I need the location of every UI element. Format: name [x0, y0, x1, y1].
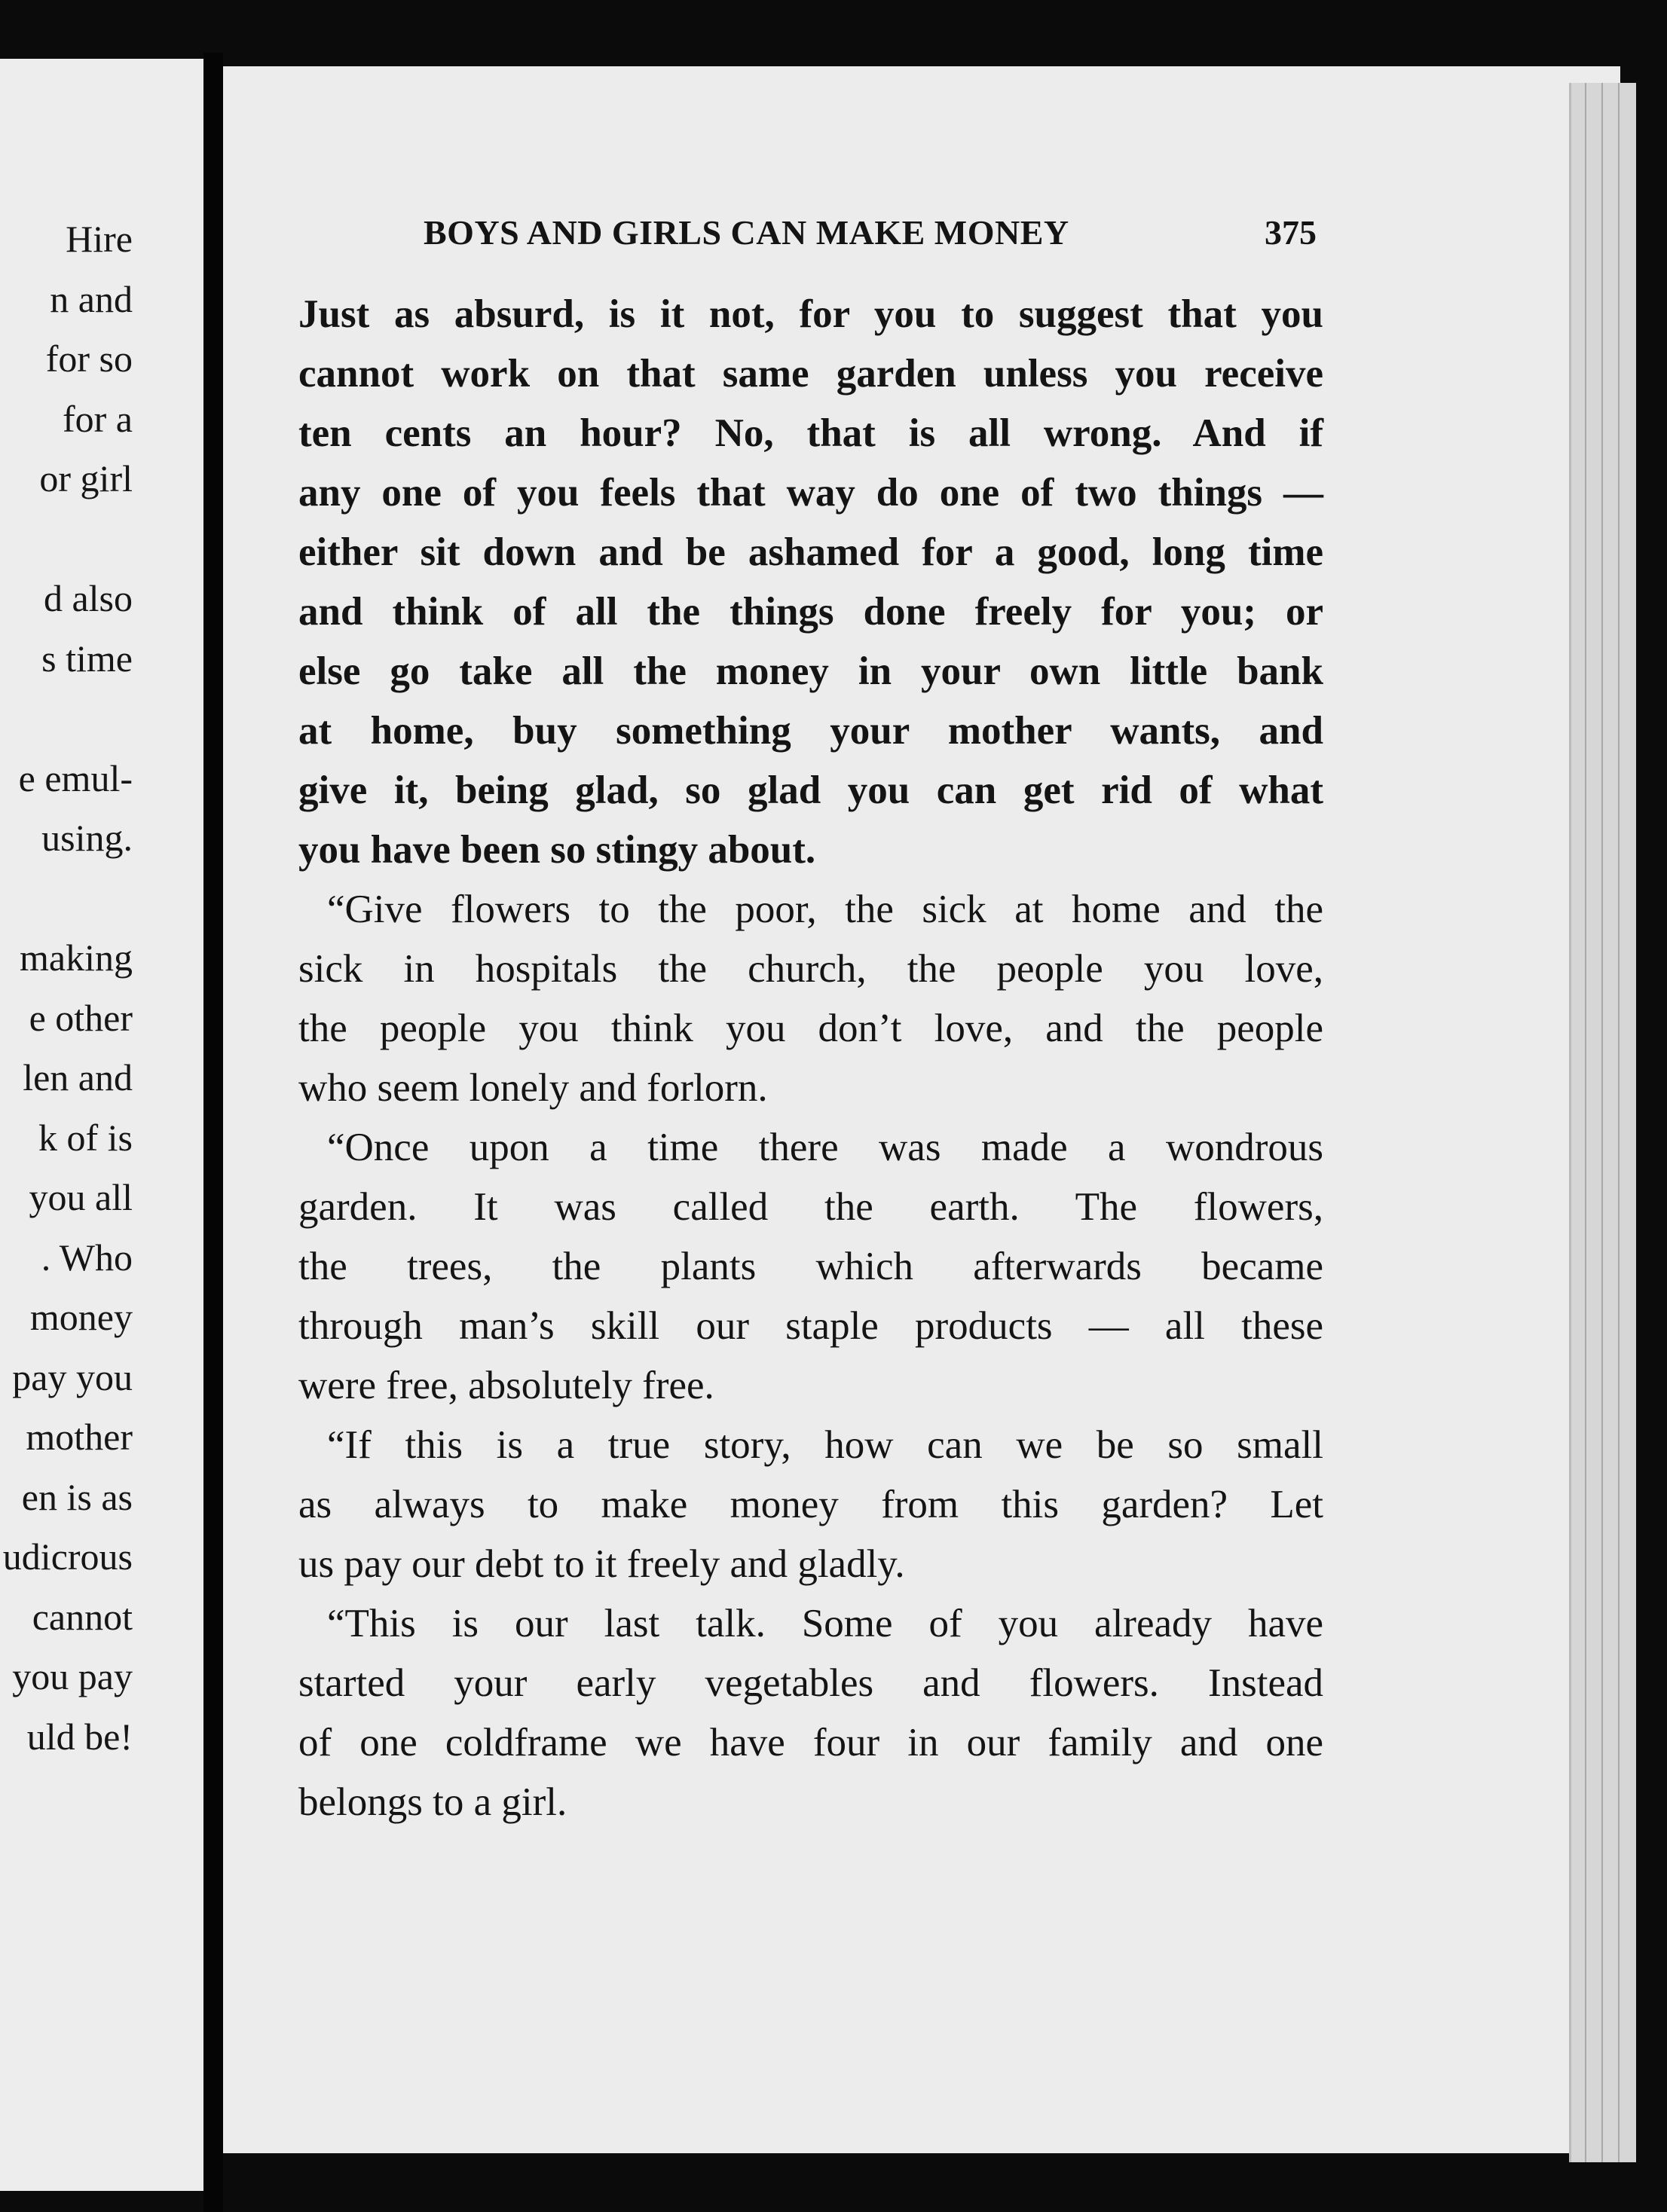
paragraph — [298, 1118, 1323, 1416]
text-line: us pay our debt to it freely and gladly. — [298, 1542, 905, 1586]
left-page-line: using. — [41, 817, 133, 859]
text-line: “Once upon a time there was made a wondrous — [327, 1126, 1323, 1169]
left-page-line: Hire — [66, 218, 133, 260]
left-page-line: n and — [50, 277, 133, 320]
body-text — [298, 285, 1323, 1832]
paragraph — [298, 880, 1323, 1118]
left-page-line: you all — [29, 1176, 133, 1218]
left-page-line: uld be! — [26, 1715, 133, 1758]
text-line: who seem lonely and forlorn. — [298, 1066, 768, 1110]
text-line: Just as absurd, is it not, for you to suggest that you — [298, 292, 1323, 336]
text-line: else go take all the money in your own little bank — [298, 649, 1323, 693]
text-line: through man’s skill our staple products — all these — [298, 1304, 1323, 1348]
text-line: and think of all the things done freely for you; or — [298, 590, 1323, 634]
left-page-line: cannot — [32, 1595, 133, 1638]
left-page-line: d also — [43, 577, 133, 619]
text-line: belongs to a girl. — [298, 1780, 567, 1824]
text-line: garden. It was called the earth. The flowers, — [298, 1185, 1323, 1229]
page-edge-line — [1618, 83, 1620, 2162]
text-line: any one of you feels that way do one of two things — — [298, 471, 1323, 515]
text-line: “If this is a true story, how can we be so small — [327, 1423, 1323, 1467]
paragraph — [298, 1594, 1323, 1832]
left-page-line: udicrous — [2, 1535, 133, 1578]
left-page-line: s time — [41, 637, 133, 680]
left-page-line: money — [29, 1296, 133, 1338]
text-line: at home, buy something your mother wants, and — [298, 709, 1323, 753]
text-line: the people you think you don’t love, and the people — [298, 1007, 1323, 1050]
text-line: ten cents an hour? No, that is all wrong. And if — [298, 411, 1323, 455]
left-page-line: or girl — [39, 457, 133, 500]
text-line: were free, absolutely free. — [298, 1364, 714, 1407]
left-page-line: mother — [26, 1416, 133, 1458]
left-page-line: e other — [29, 996, 133, 1039]
running-head-title: BOYS AND GIRLS CAN MAKE MONEY — [424, 213, 1069, 252]
left-page — [0, 59, 203, 2191]
text-line: give it, being glad, so glad you can get rid of what — [298, 768, 1323, 812]
page-edge-line — [1601, 83, 1603, 2162]
left-page-line: for so — [45, 338, 133, 380]
text-line: either sit down and be ashamed for a good, long time — [298, 530, 1323, 574]
text-line: sick in hospitals the church, the people you love, — [298, 947, 1323, 991]
text-line: cannot work on that same garden unless you receive — [298, 352, 1323, 396]
page-edge-line — [1585, 83, 1586, 2162]
left-page-line: en is as — [21, 1475, 133, 1518]
book-gutter — [203, 53, 223, 2212]
paragraph — [298, 285, 1323, 880]
text-line: the trees, the plants which afterwards became — [298, 1245, 1323, 1288]
text-line: of one coldframe we have four in our family and one — [298, 1721, 1323, 1764]
text-line: as always to make money from this garden? Let — [298, 1483, 1323, 1526]
text-line: “This is our last talk. Some of you already have — [327, 1602, 1323, 1645]
text-line: you have been so stingy about. — [298, 828, 816, 872]
left-page-line: . Who — [41, 1236, 133, 1279]
page-number: 375 — [1265, 213, 1317, 252]
left-page-line: k of is — [38, 1116, 133, 1159]
text-line: “Give flowers to the poor, the sick at home and the — [327, 888, 1323, 931]
left-page-line: e emul- — [18, 756, 133, 799]
left-page-line: len and — [23, 1056, 133, 1098]
text-line: started your early vegetables and flowers. Instead — [298, 1661, 1323, 1705]
left-page-line: pay you — [12, 1355, 133, 1398]
left-page-line: making — [20, 936, 133, 979]
page-edges — [1569, 83, 1636, 2162]
paragraph — [298, 1416, 1323, 1594]
left-page-line: for a — [63, 397, 133, 440]
left-page-line: you pay — [12, 1655, 133, 1697]
